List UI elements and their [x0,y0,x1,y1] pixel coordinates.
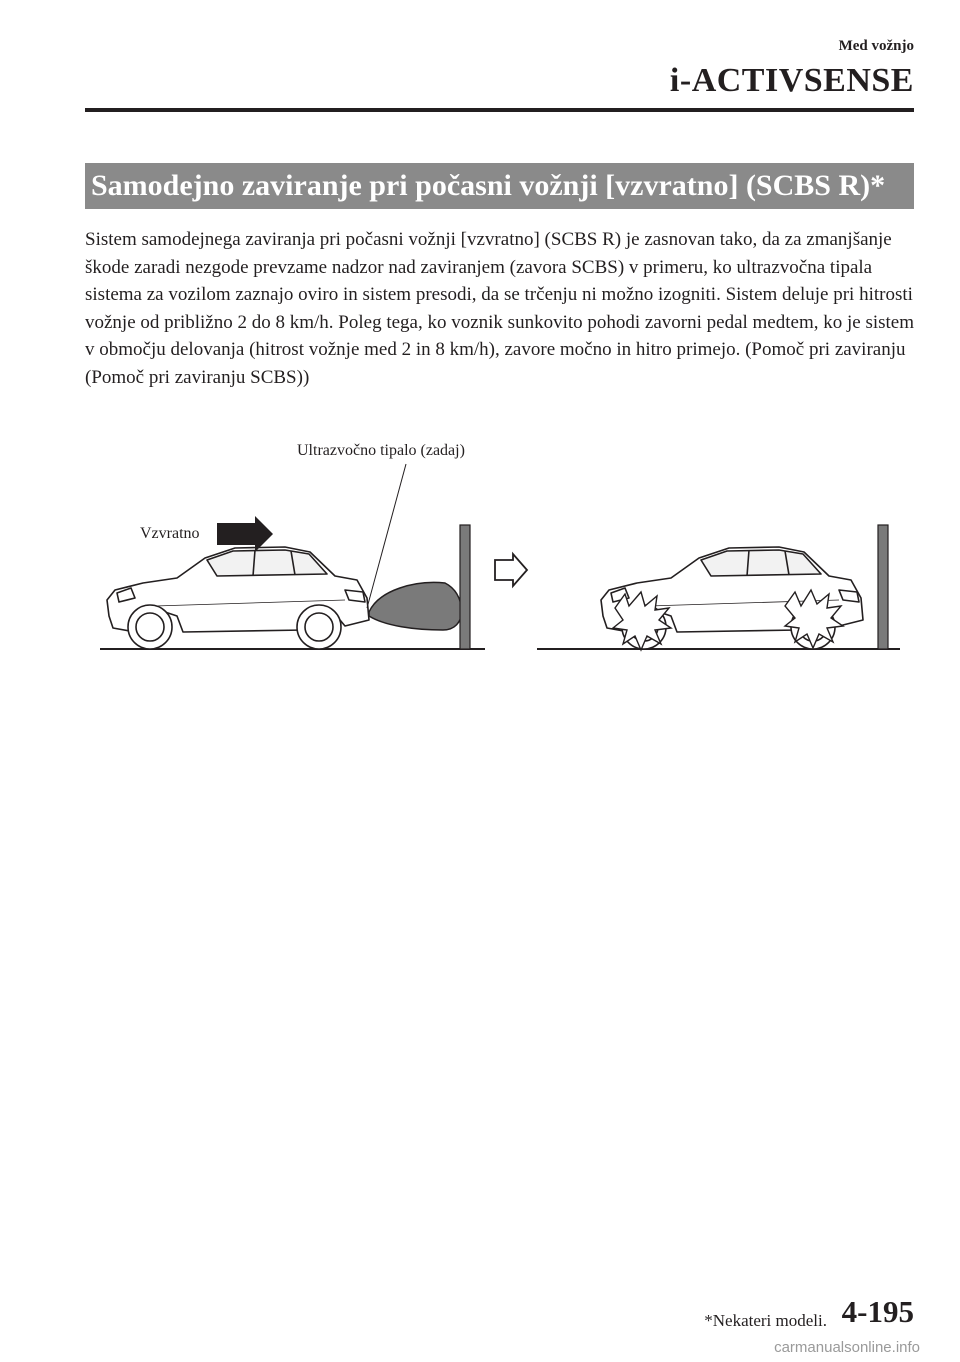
sensor-detection-area [369,582,462,630]
obstacle-wall-right [878,525,888,649]
body-paragraph: Sistem samodejnega zaviranja pri počasni vožnji [vzvratno] (SCBS R) je zasnovan tako, da za zmanjšanje škode zaradi nezgode prevzame nadzor nad zaviranjem (zavora SCBS) v primeru, ko ultrazvočna tipala sistema za vozilom zaznajo oviro in sistem presodi, da se trčenju ni možno izogniti. Sistem deluje pri hitrosti vožnje od približno 2 do 8 km/h. Poleg tega, ko voznik sunkovito pohodi zavorni pedal medtem, ko je sistem v območju delovanja (hitrost vožnje med 2 in 8 km/h), zavore močno in hitro primejo. (Pomoč pri zaviranju (Pomoč pri zaviranju SCBS)) [85,229,915,388]
illustration [95,430,915,670]
transition-arrow-icon [495,554,527,586]
section-label: Med vožnjo [838,38,914,54]
page-number: 4-195 [841,1294,914,1329]
header-rule [85,108,914,112]
scbs-diagram [95,430,915,670]
section-title: Samodejno zaviranje pri počasni vožnji [vzvratno] (SCBS R)* [85,163,914,209]
car-left-illustration [107,547,369,649]
sensor-label: Ultrazvočno tipalo (zadaj) [297,442,465,459]
watermark: carmanualsonline.info [774,1339,920,1356]
chapter-title: i-ACTIVSENSE [669,62,914,99]
sensor-leader-line [367,464,406,608]
reverse-arrow-icon [217,516,273,552]
direction-label: Vzvratno [140,525,200,542]
footer-note: *Nekateri modeli. [704,1311,827,1330]
obstacle-wall-left [460,525,470,649]
